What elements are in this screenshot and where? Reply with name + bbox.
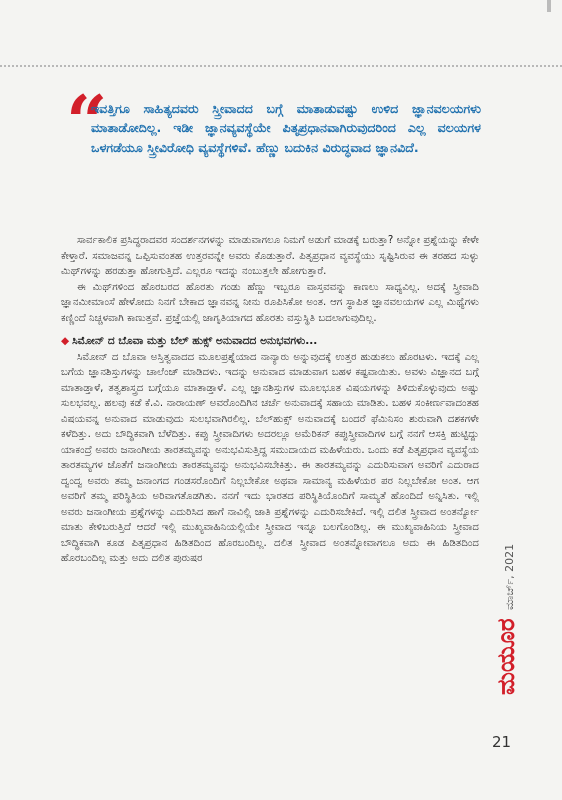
article-paragraph: ಈ ಮಿಥ್‌ಗಳಿಂದ ಹೊರಬರದ ಹೊರತು ಗಂಡು ಹೆಣ್ಣು ಇಬ್ಬರೂ ವಾಸ್ತವವನ್ನು ಕಾಣಲು ಸಾಧ್ಯವಿಲ್ಲ. ಅದಕ್ಕೆ ಸ್ತ್ರೀವಾದಿ ಜ್ಞಾನಮೀಮಾಂಸೆ ಹೇಳೋದು ನಿನಗೆ ಬೇಕಾದ ಜ್ಞಾನವನ್ನ ನೀನು ರೂಪಿಸಿಕೋ ಅಂತ. ಆಗ ಸ್ಥಾಪಿತ ಜ್ಞಾನವಲಯಗಳ ಎಲ್ಲ ಮಿಥ್ಯೆಗಳು ಕಣ್ಣಿಂದೆ ನಿಚ್ಚಳವಾಗಿ ಕಾಣುತ್ತವೆ. ಪ್ರಜ್ಞೆಯಲ್ಲಿ ಜಾಗೃತಿಯಾಗದ ಹೊರತು ವಸ್ತುಸ್ಥಿತಿ ಬದಲಾಗುವುದಿಲ್ಲ. — [61, 281, 479, 324]
section-heading — [61, 334, 479, 350]
dotted-divider — [0, 65, 562, 67]
magazine-brand: ಮಯೂರ — [492, 618, 520, 695]
diamond-bullet-icon: ◆ — [61, 335, 70, 347]
corner-crop-mark — [547, 0, 551, 12]
section-heading-text: ಸಿಮೋನ್ ದ ಬೊವಾ ಮತ್ತು ಬೆಲ್ ಹುಕ್ಸ್ ಅನುವಾದದ ಅನುಭವಗಳು... — [72, 335, 318, 347]
article-body — [61, 233, 479, 567]
article-paragraph: ಸಾರ್ವಕಾಲಿಕ ಪ್ರಸಿದ್ಧರಾದವರ ಸಂದರ್ಶನಗಳನ್ನು ಮಾಡುವಾಗಲೂ ನಿಮಗೆ ಅಡುಗೆ ಮಾಡಕ್ಕೆ ಬರುತ್ತಾ? ಅನ್ನೋ ಪ್ರಶ್ನೆಯನ್ನು ಕೇಳೇ ಕೇಳ್ತಾರೆ. ಸಮಾಜವನ್ನ ಒಪ್ಪಿಸುವಂತಹ ಉತ್ತರವನ್ನೇ ಅವರು ಕೊಡುತ್ತಾರೆ. ಪಿತೃಪ್ರಧಾನ ವ್ಯವಸ್ಥೆಯು ಸೃಷ್ಟಿಸಿರುವ ಈ ತರಹದ ಸುಳ್ಳು ಮಿಥ್‌ಗಳನ್ನು ಹರಡುತ್ತಾ ಹೋಗುತ್ತಿದೆ. ಎಲ್ಲರೂ ಇದನ್ನು ನಂಬುತ್ತಲೇ ಹೋಗುತ್ತಾರೆ. — [61, 235, 479, 277]
pull-quote — [91, 99, 481, 157]
article-paragraph: ಸಿಮೋನ್ ದ ಬೊವಾ ಅಸ್ತಿತ್ವವಾದದ ಮೂಲಪ್ರಶ್ನೆಯಾದ ನಾನ್ಯಾರು ಅನ್ನುವುದಕ್ಕೆ ಉತ್ತರ ಹುಡುಕಲು ಹೊರಟಳು. ಇದಕ್ಕೆ ಎಲ್ಲ ಬಗೆಯ ಜ್ಞಾನಶಿಸ್ತುಗಳನ್ನು ಚಾಲೆಂಜ್ ಮಾಡಿದಳು. ಇದನ್ನು ಅನುವಾದ ಮಾಡುವಾಗ ಬಹಳ ಕಷ್ಟವಾಯಿತು. ಅವಳು ವಿಜ್ಞಾನದ ಬಗ್ಗೆ ಮಾತಾಡ್ತಾಳೆ, ತತ್ವಶಾಸ್ತ್ರದ ಬಗ್ಗೆಯೂ ಮಾತಾಡ್ತಾಳೆ. ಎಲ್ಲ ಜ್ಞಾನಶಿಸ್ತುಗಳ ಮೂಲಭೂತ ವಿಷಯಗಳನ್ನು ತಿಳಿದುಕೊಳ್ಳುವುದು ಅಷ್ಟು ಸುಲಭವಲ್ಲ. ಹಲವು ಕಡೆ ಕೆ.ವಿ. ನಾರಾಯಣ್ ಅವರೊಂದಿಗಿನ ಚರ್ಚೆ ಅನುವಾದಕ್ಕೆ ಸಹಾಯ ಮಾಡಿತು. ಬಹಳ ಸಂಕೀರ್ಣವಾದಂತಹ ವಿಷಯವನ್ನ ಅನುವಾದ ಮಾಡುವುದು ಸುಲಭವಾಗಿರಲಿಲ್ಲ. ಬೆಲ್‌ಹುಕ್ಸ್ ಅನುವಾದಕ್ಕೆ ಬಂದರೆ ಫೆಮಿನಿಸಂ ಶುರುವಾಗಿ ದಶಕಗಳೇ ಕಳೆದಿತ್ತು. ಅದು ಬೌದ್ಧಿಕವಾಗಿ ಬೆಳೆದಿತ್ತು. ಕಪ್ಪು ಸ್ತ್ರೀವಾದಿಗಳು ಅದರಲ್ಲೂ ಅಮೆರಿಕನ್ ಕಪ್ಪುಸ್ತ್ರೀವಾದಿಗಳ ಬಗ್ಗೆ ನನಗೆ ಆಸಕ್ತಿ ಹುಟ್ಟಿದ್ದು ಯಾಕಂದ್ರೆ ಅವರು ಜನಾಂಗೀಯ ತಾರತಮ್ಯವನ್ನು ಅನುಭವಿಸುತ್ತಿದ್ದ ಸಮುದಾಯದ ಮಹಿಳೆಯರು. ಒಂದು ಕಡೆ ಪಿತೃಪ್ರಧಾನ ವ್ಯವಸ್ಥೆಯ ತಾರತಮ್ಯಗಳ ಜೊತೆಗೆ ಜನಾಂಗೀಯ ತಾರತಮ್ಯವನ್ನು ಅನುಭವಿಸಬೇಕಿತ್ತು. ಈ ತಾರತಮ್ಯವನ್ನು ಎದುರಿಸುವಾಗ ಅವರಿಗೆ ಎದುರಾದ ದ್ವಂದ್ವ ಅವರು ತಮ್ಮ ಜನಾಂಗದ ಗಂಡಸರೊಂದಿಗೆ ನಿಲ್ಲಬೇಕೋ ಅಥವಾ ಸಾಮಾನ್ಯ ಮಹಿಳೆಯರ ಪರ ನಿಲ್ಲಬೇಕೋ ಅಂತ. ಆಗ ಅವರಿಗೆ ತಮ್ಮ ಪರಿಸ್ಥಿತಿಯ ಅರಿವಾಗತೊಡಗಿತು. ನನಗೆ ಇದು ಭಾರತದ ಪರಿಸ್ಥಿತಿಯೊಂದಿಗೆ ಸಾಮ್ಯತೆ ಹೊಂದಿದೆ ಅನ್ನಿಸಿತು. ಇಲ್ಲಿ ಅವರು ಜನಾಂಗೀಯ ಪ್ರಶ್ನೆಗಳನ್ನು ಎದುರಿಸಿದ ಹಾಗೆ ನಾವಿಲ್ಲಿ ಜಾತಿ ಪ್ರಶ್ನೆಗಳನ್ನು ಎದುರಿಸಬೇಕಿದೆ. ಇಲ್ಲಿ ದಲಿತ ಸ್ತ್ರೀವಾದ ಅಂತರ್ನ್ಯೋ ಮಾತು ಕೇಳಿಬರುತ್ತಿದೆ ಆದರೆ ಇಲ್ಲಿ ಮುಖ್ಯವಾಹಿನಿಯಲ್ಲಿಯೇ ಸ್ತ್ರೀವಾದ ಇನ್ನೂ ಬಲಗೊಂಡಿಲ್ಲ. ಈ ಮುಖ್ಯವಾಹಿನಿಯ ಸ್ತ್ರೀವಾದ ಬೌದ್ಧಿಕವಾಗಿ ಕೂಡ ಪಿತೃಪ್ರಧಾನ ಹಿಡಿತದಿಂದ ಹೊರಬಂದಿಲ್ಲ. ದಲಿತ ಸ್ತ್ರೀವಾದ ಅಂತನ್ನೋವಾಗಲೂ ಅದು ಈ ಹಿಡಿತದಿಂದ ಹೊರಬಂದಿಲ್ಲ ಮತ್ತು ಅದು ದಲಿತ ಪುರುಷರ — [61, 351, 479, 564]
pull-quote-text: ಇವತ್ತಿಗೂ ಸಾಹಿತ್ಯದವರು ಸ್ತ್ರೀವಾದದ ಬಗ್ಗೆ ಮಾತಾಡುವಷ್ಟು ಉಳಿದ ಜ್ಞಾನವಲಯಗಳು ಮಾತಾಡೋದಿಲ್ಲ. ಇಡೀ ಜ್ಞಾನವ್ಯವಸ್ಥೆಯೇ ಪಿತೃಪ್ರಧಾನವಾಗಿರುವುದರಿಂದ ಎಲ್ಲ ವಲಯಗಳ ಒಳಗಡೆಯೂ ಸ್ತ್ರೀವಿರೋಧಿ ವ್ಯವಸ್ಥೆಗಳಿವೆ. ಹೆಣ್ಣು ಬದುಕಿನ ವಿರುದ್ಧವಾದ ಜ್ಞಾನವಿದೆ. — [91, 101, 481, 155]
issue-date: ಮಾರ್ಚ್, 2021 — [503, 543, 516, 610]
quote-mark-icon: “ — [66, 79, 108, 164]
page-number: 21 — [492, 733, 512, 751]
